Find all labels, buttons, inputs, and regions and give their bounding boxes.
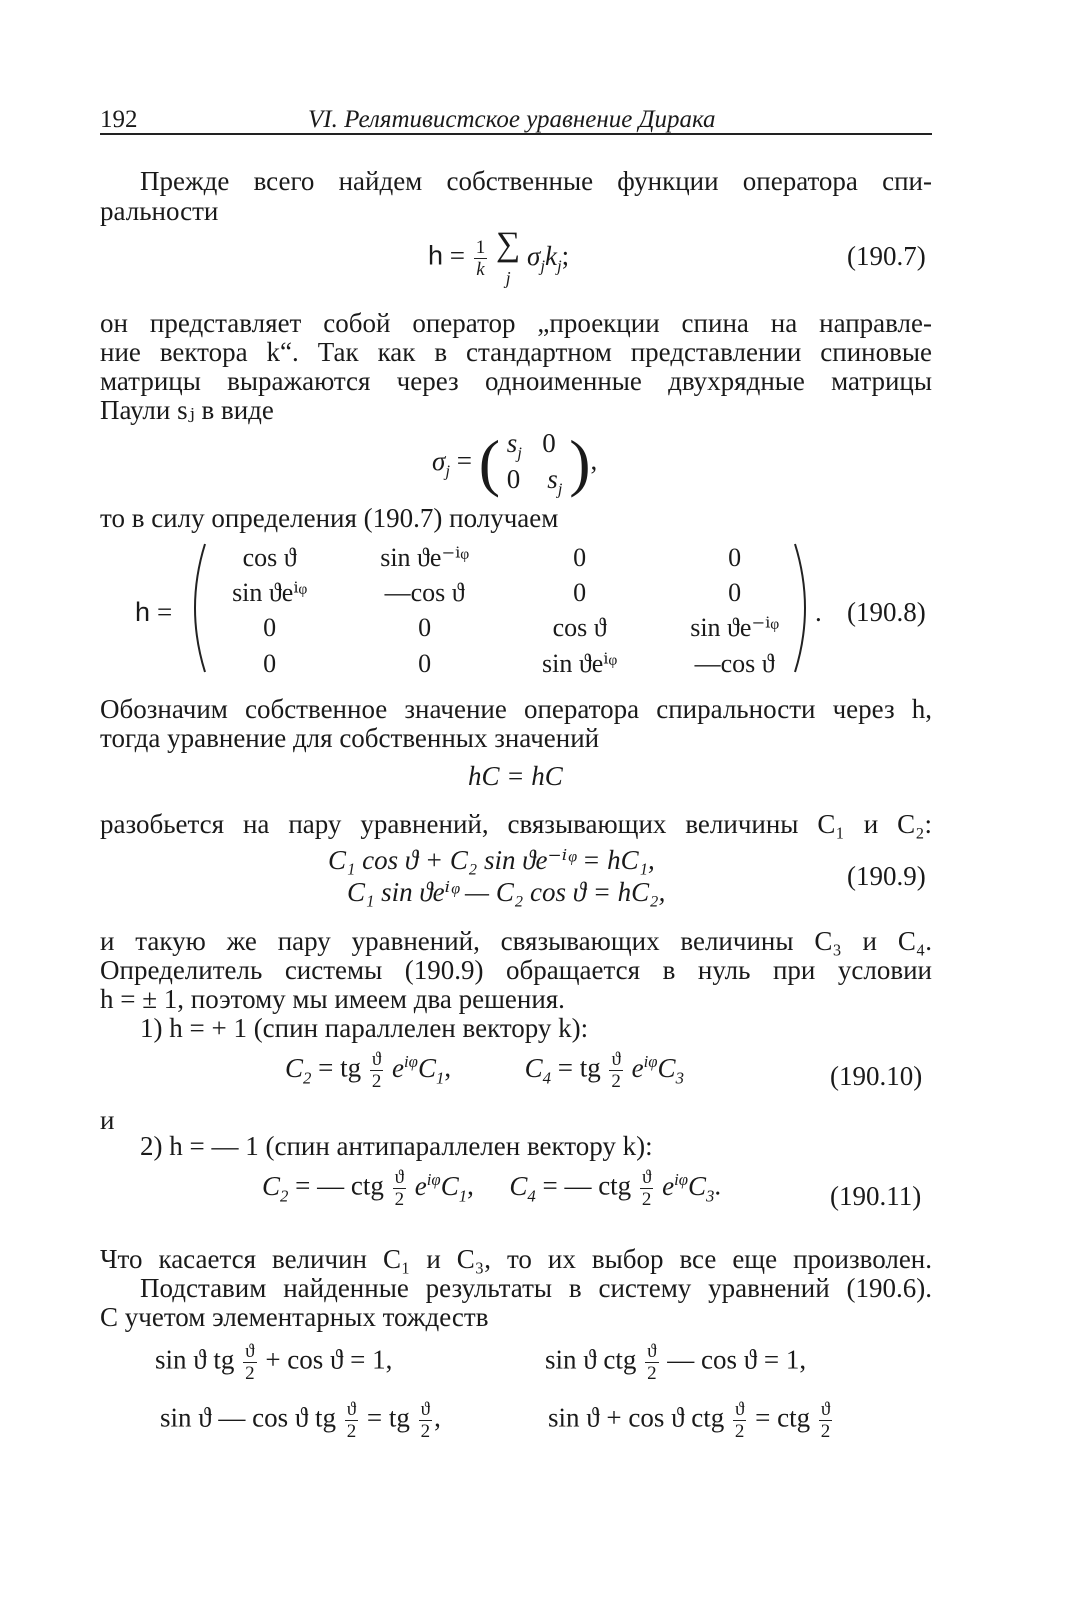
equation-190-10: $C_2$ = tg $\frac{ϑ}{2}$ $e^{i\varphi}C_1$, $C_4$ = tg $\frac{ϑ}{2}$ $e^{i\varphi}C_3$ [285, 1049, 684, 1092]
equation-sigma-j: $\sigma_j$ = ( $s_j$ 0 0 $s_j$ ), [432, 427, 598, 499]
connector-and: и [100, 1105, 115, 1135]
matrix-cell: sin ϑeⁱᵠ [232, 578, 308, 608]
equation-label: (190.9) [847, 861, 926, 891]
matrix-cell: 0 [728, 578, 742, 608]
identity-3: sin ϑ — cos ϑ tg $\frac{ϑ}{2}$ = tg $\frac{ϑ}{2}$ , [160, 1399, 441, 1442]
paragraph-line: то в силу определения (190.7) получаем [100, 503, 559, 533]
paragraph-line: тогда уравнение для собственных значений [100, 723, 600, 753]
matrix-cell: —cos ϑ [384, 578, 465, 608]
matrix-cell: 0 [573, 543, 587, 572]
equation-190-7: h = $\frac{1}{k}$ ∑ j $\sigma_jk_j$; [428, 226, 570, 288]
equation-label: (190.10) [830, 1061, 923, 1091]
equation-190-9-line2: C₁ sin ϑeⁱᵠ — C₂ cos ϑ = hC₂, [347, 877, 666, 907]
equation-label: (190.8) [847, 597, 926, 627]
identity-1: sin ϑ tg $\frac{ϑ}{2}$ + cos ϑ = 1, [155, 1341, 393, 1384]
paragraph-line: ние вектора k“. Так как в стандартном представлении спиновые [100, 337, 932, 367]
equation-label: (190.7) [847, 241, 926, 271]
paragraph-line: Подставим найденные результаты в систему уравнений (190.6). [140, 1273, 932, 1303]
equation-190-9-line1: C₁ cos ϑ + C₂ sin ϑe⁻ⁱᵠ = hC₁, [328, 845, 655, 875]
header-rule [100, 133, 932, 135]
running-title: VI. Релятивистское уравнение Дирака [308, 106, 716, 133]
matrix-cell: sin ϑeⁱᵠ [542, 648, 618, 678]
matrix-cell: sin ϑe⁻ⁱᵠ [690, 613, 780, 643]
matrix-cell: —cos ϑ [694, 648, 775, 678]
equation-190-11: $C_2$ = — ctg $\frac{ϑ}{2}$ $e^{i\varphi}C_1$, $C_4$ = — ctg $\frac{ϑ}{2}$ $e^{i\varphi}C_3$. [262, 1167, 722, 1210]
paragraph-line: разобьется на пару уравнений, связывающих величины C₁ и C₂: [100, 809, 932, 839]
matrix-cell: 0 [728, 543, 742, 572]
case-2: 2) h = — 1 (спин антипараллелен вектору k): [140, 1131, 653, 1161]
matrix-cell: cos ϑ [552, 613, 607, 643]
equation-hC: hC = hC [468, 761, 563, 791]
matrix-cell: 0 [573, 578, 587, 608]
matrix-cell: cos ϑ [242, 543, 297, 572]
matrix-cell: 0 [263, 613, 277, 643]
matrix-cell: sin ϑe⁻ⁱᵠ [380, 543, 470, 572]
identity-4: sin ϑ + cos ϑ ctg $\frac{ϑ}{2}$ = ctg $\frac{ϑ}{2}$ [548, 1399, 831, 1442]
case-1: 1) h = + 1 (спин параллелен вектору k): [140, 1013, 589, 1043]
paragraph-line: матрицы выражаются через одноименные двухрядные матрицы [100, 366, 932, 396]
matrix-cell: 0 [263, 648, 277, 678]
identity-2: sin ϑ ctg $\frac{ϑ}{2}$ — cos ϑ = 1, [545, 1341, 807, 1384]
paragraph-line: Определитель системы (190.9) обращается в нуль при условии [100, 955, 932, 985]
page-number: 192 [100, 106, 138, 133]
paragraph-line: Обозначим собственное значение оператора спиральности через h, [100, 694, 932, 724]
matrix-right-bracket [787, 540, 817, 676]
matrix-cell: 0 [418, 613, 432, 643]
paragraph-line: он представляет собой оператор „проекции спина на направле- [100, 308, 932, 338]
paragraph-line: ральности [100, 196, 219, 226]
paragraph-line: Что касается величин C₁ и C₃, то их выбор все еще произволен. [100, 1244, 932, 1274]
matrix-190-8 [197, 540, 817, 681]
paragraph-line: Паули sⱼ в виде [100, 395, 274, 425]
matrix-cell: 0 [418, 648, 432, 678]
paragraph-line: Прежде всего найдем собственные функции оператора спи- [140, 166, 932, 196]
equation-label: (190.11) [830, 1181, 922, 1211]
paragraph-line: h = ± 1, поэтому мы имеем два решения. [100, 984, 565, 1014]
paragraph-line: и такую же пару уравнений, связывающих величины C₃ и C₄. [100, 926, 932, 956]
paragraph-line: С учетом элементарных тождеств [100, 1302, 489, 1332]
